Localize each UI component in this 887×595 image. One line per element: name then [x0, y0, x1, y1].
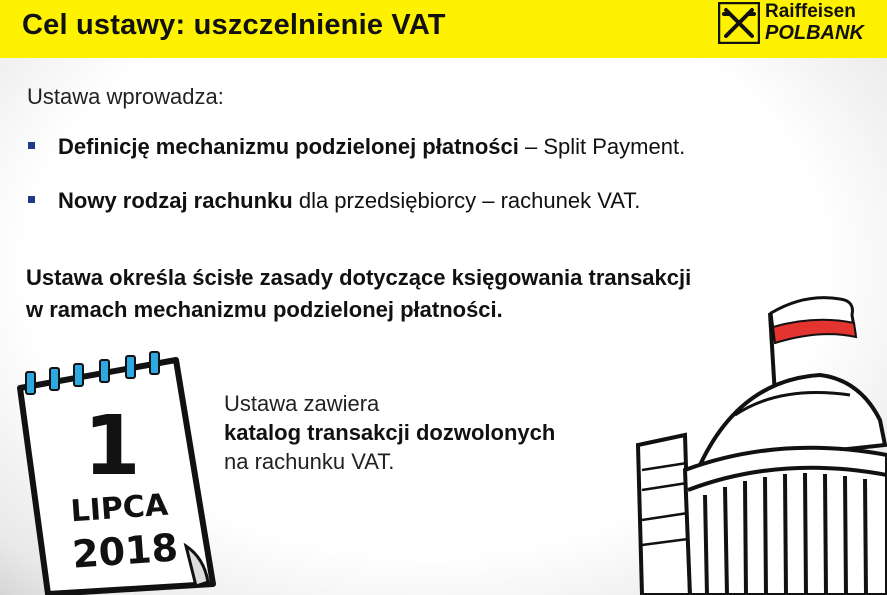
bullet-item-split-payment: [28, 134, 685, 160]
bullet-square-icon: [28, 142, 35, 149]
statement-text: [26, 262, 691, 326]
logo-text-raiffeisen: Raiffeisen: [765, 1, 856, 22]
calendar-icon: [8, 346, 230, 595]
catalog-text: [224, 389, 555, 476]
header-bar: [0, 0, 887, 58]
calendar-month: LIPCA: [69, 487, 170, 530]
bullet-bold-text: Definicję mechanizmu podzielonej płatności: [58, 134, 519, 159]
bullet-item-vat-account: [28, 188, 640, 214]
raiffeisen-gable-cross-icon: [718, 2, 760, 44]
catalog-line-3: na rachunku VAT.: [224, 449, 395, 474]
parliament-building-with-flag-icon: [630, 285, 887, 595]
bank-logo: [718, 1, 884, 45]
intro-text: Ustawa wprowadza:: [27, 84, 224, 109]
logo-text-polbank: POLBANK: [765, 22, 864, 44]
catalog-line-2: katalog transakcji dozwolonych: [224, 420, 556, 445]
bullet-rest-text: dla przedsiębiorcy – rachunek VAT.: [292, 188, 641, 213]
bullet-rest-text: – Split Payment.: [518, 134, 686, 159]
catalog-line-1: Ustawa zawiera: [224, 391, 380, 416]
bullet-bold-text: Nowy rodzaj rachunku: [58, 188, 293, 213]
calendar-year: 2018: [70, 525, 180, 577]
statement-line-1: Ustawa określa ścisłe zasady dotyczące księgowania transakcji: [26, 265, 692, 290]
statement-line-2: w ramach mechanizmu podzielonej płatności.: [26, 297, 503, 322]
calendar-day: 1: [83, 399, 141, 494]
bullet-square-icon: [28, 196, 35, 203]
slide-title: Cel ustawy: uszczelnienie VAT: [22, 9, 446, 41]
